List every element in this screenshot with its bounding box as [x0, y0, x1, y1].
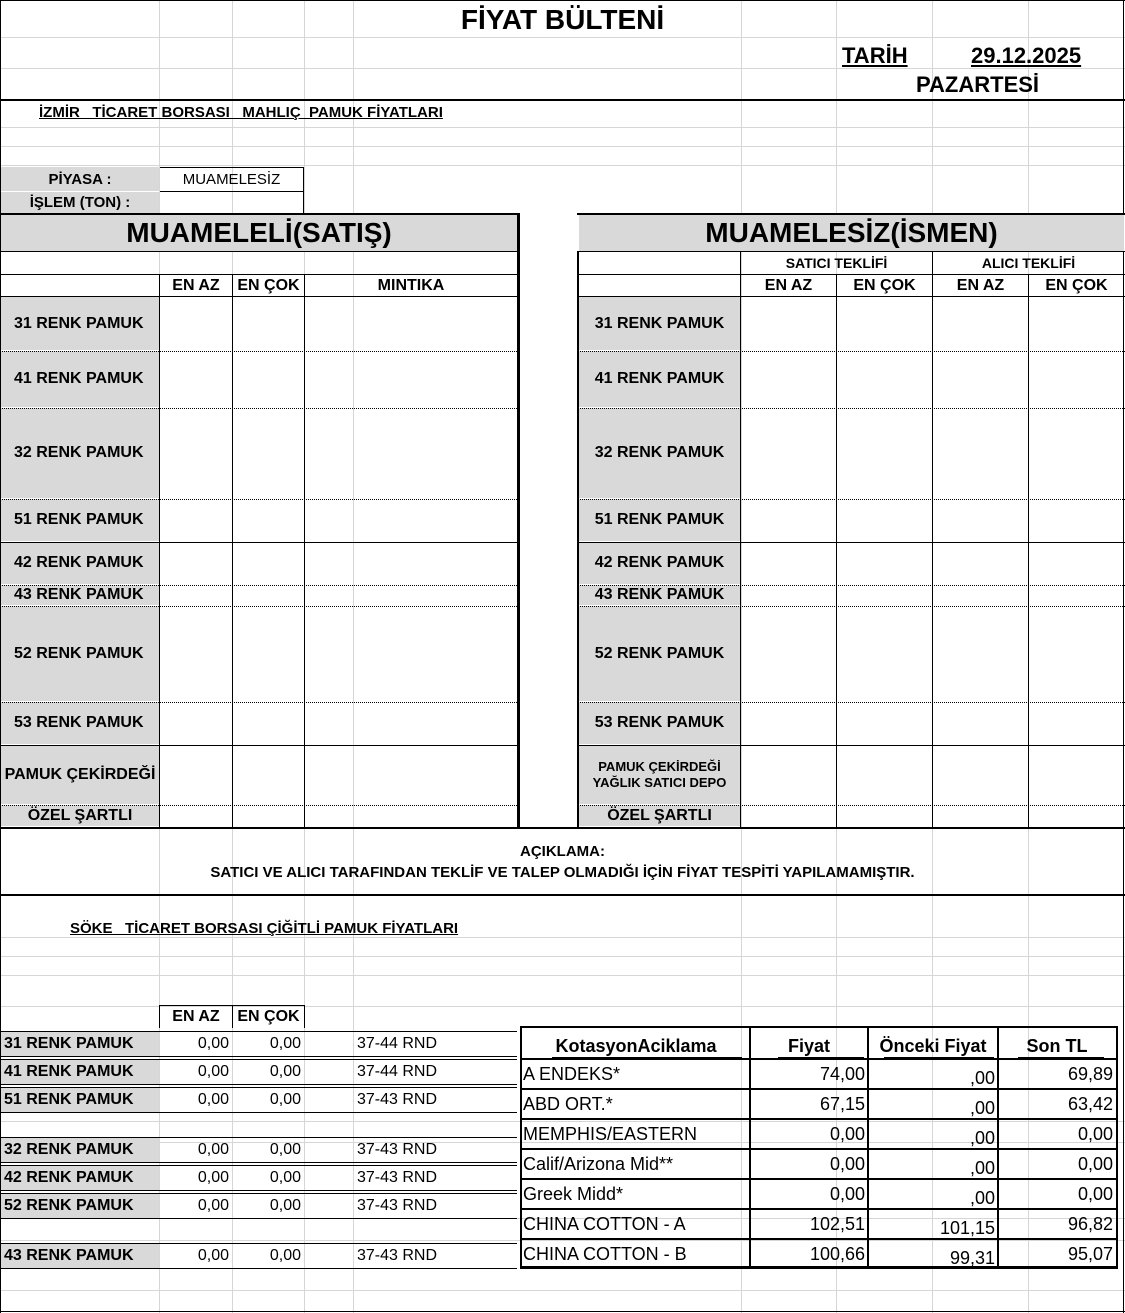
- soke-row-en-az: 0,00: [197, 1247, 229, 1264]
- grid-line: [0, 0, 1125, 1]
- soke-col-en-cok: EN ÇOK: [237, 1008, 300, 1025]
- kotasyon-row-son: 69,89: [1067, 1063, 1113, 1084]
- left-col-en-az: EN AZ: [172, 276, 220, 294]
- soke-row-label: 41 RENK PAMUK: [1, 1060, 159, 1084]
- kotasyon-row-fiyat: 0,00: [829, 1183, 865, 1204]
- izmir-value-cell[interactable]: [305, 702, 517, 744]
- izmir-value-cell[interactable]: [305, 351, 517, 407]
- right-col-alici-en-cok: EN ÇOK: [1045, 276, 1108, 294]
- aciklama-text: SATICI VE ALICI TARAFINDAN TEKLİF VE TALEP OLMADIĞI İÇİN FİYAT TESPİTİ YAPILAMAMIŞTIR.: [210, 864, 915, 881]
- kotasyon-row-name: CHINA COTTON - B: [523, 1243, 687, 1264]
- izmir-value-cell[interactable]: [160, 606, 232, 701]
- soke-row-border: [0, 1087, 517, 1088]
- piyasa-label: PİYASA :: [1, 167, 159, 191]
- row-separator: [577, 499, 1125, 500]
- izmir-value-cell[interactable]: [305, 297, 517, 350]
- kotasyon-row-son: 0,00: [1077, 1123, 1113, 1144]
- izmir-value-cell[interactable]: [160, 702, 232, 744]
- grid-line: [0, 894, 1125, 896]
- soke-row-border: [0, 1165, 517, 1166]
- izmir-left-row-43-label: 43 RENK PAMUK: [1, 585, 159, 605]
- kotasyon-table: [520, 1026, 1118, 1269]
- izmir-value-cell[interactable]: [837, 585, 932, 605]
- izmir-value-cell[interactable]: [933, 542, 1028, 584]
- kotasyon-row-onceki: ,00: [969, 1187, 995, 1208]
- grid-line: [0, 127, 1125, 128]
- soke-row-code: 37-44 RND: [357, 1063, 438, 1080]
- kotasyon-row-name: ABD ORT.*: [523, 1093, 613, 1114]
- kotasyon-row-fiyat: 0,00: [829, 1123, 865, 1144]
- row-separator: [577, 805, 1125, 806]
- kotasyon-row-son: 95,07: [1067, 1243, 1113, 1264]
- cekirdek-line2: YAĞLIK SATICI DEPO: [592, 774, 727, 790]
- piyasa-value[interactable]: MUAMELESİZ: [160, 167, 304, 192]
- izmir-value-cell[interactable]: [233, 745, 304, 804]
- izmir-value-cell[interactable]: [933, 297, 1028, 350]
- soke-row-border: [0, 1162, 517, 1163]
- soke-row-en-cok: 0,00: [269, 1247, 301, 1264]
- soke-row-label: 31 RENK PAMUK: [1, 1032, 159, 1056]
- grid-line: [0, 37, 1125, 38]
- izmir-value-cell[interactable]: [933, 499, 1028, 541]
- kotasyon-row-name: CHINA COTTON - A: [523, 1213, 686, 1234]
- izmir-value-cell[interactable]: [160, 542, 232, 584]
- grid-line: [304, 1005, 305, 1028]
- soke-row-en-az: 0,00: [197, 1141, 229, 1158]
- izmir-value-cell[interactable]: [233, 805, 304, 826]
- grid-line: [0, 68, 1125, 69]
- izmir-value-cell[interactable]: [1029, 542, 1123, 584]
- row-separator: [0, 351, 519, 352]
- grid-line: [0, 827, 1125, 829]
- soke-row-code: 37-43 RND: [357, 1247, 438, 1264]
- izmir-value-cell[interactable]: [933, 805, 1028, 826]
- kotasyon-row-onceki: ,00: [969, 1097, 995, 1118]
- izmir-value-cell[interactable]: [233, 297, 304, 350]
- izmir-value-cell[interactable]: [1029, 499, 1123, 541]
- izmir-value-cell[interactable]: [305, 606, 517, 701]
- row-separator: [0, 408, 519, 409]
- soke-row-en-cok: 0,00: [269, 1091, 301, 1108]
- weekday: PAZARTESİ: [916, 72, 1040, 97]
- izmir-value-cell[interactable]: [1029, 297, 1123, 350]
- row-separator: [577, 542, 1125, 543]
- date-value: 29.12.2025: [971, 43, 1082, 68]
- row-separator: [577, 606, 1125, 607]
- soke-row-code: 37-43 RND: [357, 1141, 438, 1158]
- izmir-value-cell[interactable]: [741, 408, 836, 498]
- izmir-value-cell[interactable]: [160, 351, 232, 407]
- grid-line: [517, 213, 520, 828]
- soke-row-label: 51 RENK PAMUK: [1, 1088, 159, 1112]
- row-separator: [0, 542, 519, 543]
- kotasyon-row-son: 0,00: [1077, 1153, 1113, 1174]
- kotasyon-row-son: 0,00: [1077, 1183, 1113, 1204]
- izmir-value-cell[interactable]: [741, 542, 836, 584]
- izmir-value-cell[interactable]: [837, 351, 932, 407]
- izmir-value-cell[interactable]: [160, 585, 232, 605]
- izmir-right-row-52-label: 52 RENK PAMUK: [579, 606, 740, 701]
- izmir-value-cell[interactable]: [305, 585, 517, 605]
- izmir-right-row-51-label: 51 RENK PAMUK: [579, 499, 740, 541]
- kotasyon-row-name: MEMPHIS/EASTERN: [523, 1123, 698, 1144]
- izmir-value-cell[interactable]: [233, 542, 304, 584]
- izmir-value-cell[interactable]: [160, 499, 232, 541]
- izmir-value-cell[interactable]: [741, 745, 836, 804]
- izmir-value-cell[interactable]: [1029, 745, 1123, 804]
- izmir-value-cell[interactable]: [305, 499, 517, 541]
- soke-row-border: [0, 1084, 517, 1085]
- soke-row-label: 32 RENK PAMUK: [1, 1138, 159, 1162]
- islem-label: İŞLEM (TON) :: [1, 192, 159, 213]
- izmir-value-cell[interactable]: [933, 408, 1028, 498]
- izmir-value-cell[interactable]: [233, 585, 304, 605]
- soke-row-code: 37-43 RND: [357, 1197, 438, 1214]
- row-separator: [577, 351, 1125, 352]
- izmir-section-title: İZMİR TİCARET BORSASI MAHLIÇ PAMUK FİYATLARI: [39, 104, 443, 121]
- kotasyon-row-name: Calif/Arizona Mid**: [523, 1153, 674, 1174]
- izmir-value-cell[interactable]: [233, 408, 304, 498]
- izmir-value-cell[interactable]: [933, 606, 1028, 701]
- kotasyon-row-son: 63,42: [1067, 1093, 1113, 1114]
- izmir-value-cell[interactable]: [741, 805, 836, 826]
- izmir-left-row-ozel-label: ÖZEL ŞARTLI: [1, 805, 159, 826]
- grid-line: [0, 146, 1125, 147]
- izmir-value-cell[interactable]: [837, 745, 932, 804]
- izmir-value-cell[interactable]: [837, 702, 932, 744]
- izmir-value-cell[interactable]: [233, 351, 304, 407]
- soke-row-en-cok: 0,00: [269, 1197, 301, 1214]
- row-separator: [577, 702, 1125, 703]
- row-separator: [0, 606, 519, 607]
- izmir-left-row-42-label: 42 RENK PAMUK: [1, 542, 159, 584]
- aciklama-label: AÇIKLAMA:: [520, 843, 605, 860]
- soke-row-border: [0, 1193, 517, 1194]
- izmir-value-cell[interactable]: [837, 606, 932, 701]
- soke-row-border: [0, 1056, 517, 1057]
- izmir-right-row-cekirdek-label: [579, 745, 740, 804]
- soke-row-code: 37-44 RND: [357, 1035, 438, 1052]
- cekirdek-line1: PAMUK ÇEKİRDEĞİ: [598, 758, 721, 774]
- kotasyon-row-onceki: 101,15: [939, 1217, 995, 1238]
- kotasyon-row-son: 96,82: [1067, 1213, 1113, 1234]
- soke-row-border: [0, 1112, 517, 1113]
- left-col-mintika: MINTIKA: [377, 276, 445, 294]
- izmir-value-cell[interactable]: [741, 585, 836, 605]
- izmir-left-row-51-label: 51 RENK PAMUK: [1, 499, 159, 541]
- izmir-right-row-43-label: 43 RENK PAMUK: [579, 585, 740, 605]
- izmir-value-cell[interactable]: [233, 606, 304, 701]
- kotasyon-row-onceki: ,00: [969, 1127, 995, 1148]
- soke-row-border: [0, 1218, 517, 1219]
- right-col-satici-en-cok: EN ÇOK: [853, 276, 916, 294]
- soke-row-border: [0, 1268, 517, 1269]
- izmir-right-row-41-label: 41 RENK PAMUK: [579, 351, 740, 407]
- izmir-left-row-52-label: 52 RENK PAMUK: [1, 606, 159, 701]
- izmir-value-cell[interactable]: [1029, 351, 1123, 407]
- izmir-right-row-ozel-label: ÖZEL ŞARTLI: [579, 805, 740, 826]
- izmir-value-cell[interactable]: [160, 408, 232, 498]
- grid-line: [0, 99, 1125, 101]
- grid-line: [0, 975, 1125, 976]
- kotasyon-row-fiyat: 100,66: [809, 1243, 865, 1264]
- izmir-value-cell[interactable]: [741, 351, 836, 407]
- izmir-value-cell[interactable]: [160, 297, 232, 350]
- kotasyon-header-son: Son TL: [1026, 1035, 1088, 1056]
- grid-line: [0, 937, 1125, 938]
- izmir-value-cell[interactable]: [741, 499, 836, 541]
- row-separator: [0, 805, 519, 806]
- grid-line: [0, 251, 519, 252]
- izmir-value-cell[interactable]: [837, 297, 932, 350]
- right-table-title: MUAMELESİZ(İSMEN): [579, 215, 1124, 251]
- soke-row-border: [0, 1243, 517, 1244]
- soke-row-label: 52 RENK PAMUK: [1, 1194, 159, 1218]
- izmir-value-cell[interactable]: [837, 408, 932, 498]
- islem-value[interactable]: [160, 192, 304, 214]
- row-separator: [0, 585, 519, 586]
- soke-row-en-cok: 0,00: [269, 1169, 301, 1186]
- izmir-left-row-32-label: 32 RENK PAMUK: [1, 408, 159, 498]
- soke-row-label: 43 RENK PAMUK: [1, 1244, 159, 1268]
- kotasyon-row-fiyat: 67,15: [819, 1093, 865, 1114]
- izmir-value-cell[interactable]: [305, 408, 517, 498]
- left-col-en-cok: EN ÇOK: [237, 276, 300, 294]
- row-separator: [0, 702, 519, 703]
- right-col-alici-en-az: EN AZ: [956, 276, 1005, 294]
- izmir-value-cell[interactable]: [305, 745, 517, 804]
- izmir-value-cell[interactable]: [741, 606, 836, 701]
- grid-line: [0, 956, 1125, 957]
- izmir-left-row-31-label: 31 RENK PAMUK: [1, 297, 159, 350]
- soke-row-en-az: 0,00: [197, 1063, 229, 1080]
- izmir-right-row-42-label: 42 RENK PAMUK: [579, 542, 740, 584]
- soke-row-border: [0, 1059, 517, 1060]
- kotasyon-row-onceki: ,00: [969, 1067, 995, 1088]
- soke-row-border: [0, 1190, 517, 1191]
- izmir-value-cell[interactable]: [933, 585, 1028, 605]
- izmir-value-cell[interactable]: [305, 805, 517, 826]
- izmir-value-cell[interactable]: [741, 702, 836, 744]
- izmir-value-cell[interactable]: [837, 499, 932, 541]
- soke-row-en-az: 0,00: [197, 1169, 229, 1186]
- soke-row-en-cok: 0,00: [269, 1063, 301, 1080]
- soke-row-en-az: 0,00: [197, 1035, 229, 1052]
- izmir-left-row-cekirdek-label: PAMUK ÇEKİRDEĞİ: [1, 745, 159, 804]
- kotasyon-header-fiyat: Fiyat: [787, 1035, 830, 1056]
- kotasyon-row-name: Greek Midd*: [523, 1183, 624, 1204]
- soke-row-en-cok: 0,00: [269, 1035, 301, 1052]
- izmir-value-cell[interactable]: [233, 702, 304, 744]
- izmir-value-cell[interactable]: [160, 745, 232, 804]
- izmir-value-cell[interactable]: [1029, 585, 1123, 605]
- row-separator: [577, 745, 1125, 746]
- izmir-right-row-32-label: 32 RENK PAMUK: [579, 408, 740, 498]
- izmir-right-row-31-label: 31 RENK PAMUK: [579, 297, 740, 350]
- izmir-value-cell[interactable]: [837, 542, 932, 584]
- row-separator: [577, 408, 1125, 409]
- page-title: FİYAT BÜLTENİ: [460, 4, 665, 35]
- kotasyon-header-onceki: Önceki Fiyat: [879, 1035, 987, 1056]
- soke-row-label: 42 RENK PAMUK: [1, 1166, 159, 1190]
- soke-row-en-az: 0,00: [197, 1091, 229, 1108]
- kotasyon-header-aciklama: KotasyonAciklama: [555, 1035, 717, 1056]
- soke-row-border: [0, 1137, 517, 1138]
- izmir-value-cell[interactable]: [933, 745, 1028, 804]
- izmir-left-row-53-label: 53 RENK PAMUK: [1, 702, 159, 744]
- soke-row-border: [0, 1031, 517, 1032]
- izmir-value-cell[interactable]: [233, 499, 304, 541]
- row-separator: [0, 499, 519, 500]
- grid-line: [0, 1290, 1125, 1291]
- kotasyon-row-fiyat: 0,00: [829, 1153, 865, 1174]
- kotasyon-row-fiyat: 74,00: [819, 1063, 865, 1084]
- izmir-value-cell[interactable]: [933, 702, 1028, 744]
- izmir-value-cell[interactable]: [933, 351, 1028, 407]
- soke-row-code: 37-43 RND: [357, 1091, 438, 1108]
- row-separator: [577, 585, 1125, 586]
- soke-row-en-az: 0,00: [197, 1197, 229, 1214]
- right-col-satici-en-az: EN AZ: [764, 276, 813, 294]
- izmir-value-cell[interactable]: [1029, 702, 1123, 744]
- izmir-right-row-53-label: 53 RENK PAMUK: [579, 702, 740, 744]
- satici-teklifi-header: SATICI TEKLİFİ: [785, 255, 888, 271]
- date-label: TARİH: [842, 43, 908, 68]
- grid-line: [1123, 0, 1124, 1313]
- alici-teklifi-header: ALICI TEKLİFİ: [981, 255, 1076, 271]
- izmir-value-cell[interactable]: [1029, 805, 1123, 826]
- kotasyon-row-onceki: 99,31: [949, 1247, 995, 1268]
- soke-row-en-cok: 0,00: [269, 1141, 301, 1158]
- izmir-value-cell[interactable]: [1029, 606, 1123, 701]
- soke-section-title: SÖKE TİCARET BORSASI ÇİĞİTLİ PAMUK FİYATLARI: [70, 920, 459, 937]
- row-separator: [0, 745, 519, 746]
- soke-row-code: 37-43 RND: [357, 1169, 438, 1186]
- soke-col-en-az: EN AZ: [172, 1008, 220, 1025]
- izmir-value-cell[interactable]: [1029, 408, 1123, 498]
- kotasyon-row-name: A ENDEKS*: [523, 1063, 621, 1084]
- izmir-value-cell[interactable]: [160, 805, 232, 826]
- izmir-left-row-41-label: 41 RENK PAMUK: [1, 351, 159, 407]
- grid-line: [0, 165, 1125, 166]
- izmir-value-cell[interactable]: [837, 805, 932, 826]
- left-table-title: MUAMELELİ(SATIŞ): [1, 215, 517, 251]
- kotasyon-row-fiyat: 102,51: [809, 1213, 865, 1234]
- kotasyon-row-onceki: ,00: [969, 1157, 995, 1178]
- izmir-value-cell[interactable]: [741, 297, 836, 350]
- grid-line: [0, 1311, 1125, 1312]
- izmir-value-cell[interactable]: [305, 542, 517, 584]
